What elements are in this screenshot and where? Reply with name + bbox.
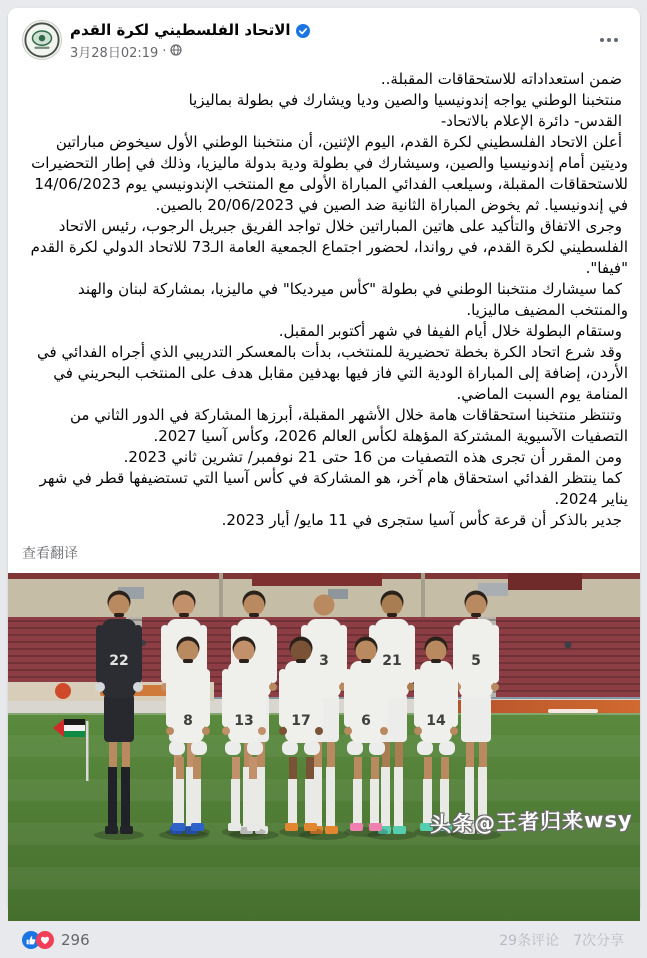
post-paragraph: كما ينتظر الفدائي استحقاق هام آخر، هو المشاركة في كأس آسيا التي تستضيفها قطر في شهر يناير 2024.	[39, 469, 628, 508]
comments-count[interactable]: 29条评论	[499, 933, 560, 949]
verified-badge-icon	[296, 23, 310, 37]
svg-text:6: 6	[361, 713, 371, 729]
watermark: 头条@王者归来wsy	[430, 807, 634, 837]
post-paragraph: القدس- دائرة الإعلام بالاتحاد-	[440, 112, 622, 130]
team-photo[interactable]	[8, 573, 640, 921]
svg-text:8: 8	[183, 713, 193, 729]
avatar[interactable]	[22, 20, 62, 60]
timestamp[interactable]: 3月28日02:19	[70, 46, 159, 61]
post-paragraph: وجرى الاتفاق والتأكيد على هاتين المباراتين خلال تواجد الفريق جبريل الرجوب، رئيس الاتحاد الفلسطيني لكرة القدم، في رواندا، لحضور اجتماع الجمعية العامة الـ73 للاتحاد الدولي لكرة القدم "فيفا".	[30, 217, 628, 277]
author-name[interactable]: الاتحاد الفلسطيني لكرة القدم	[70, 21, 291, 39]
globe-icon	[170, 44, 182, 60]
svg-text:17: 17	[291, 713, 311, 729]
post-paragraph: منتخبنا الوطني يواجه إندونيسيا والصين وديا ويشارك في بطولة بماليزيا	[188, 91, 622, 109]
post-paragraph: ضمن استعداداته للاستحقاقات المقبلة..	[380, 70, 622, 88]
see-translation-link[interactable]: 查看翻译	[22, 546, 78, 562]
post-paragraph: وتنتظر منتخبنا استحقاقات هامة خلال الأشهر المقبلة، أبرزها المشاركة في الدور الثاني من التصفيات الآسيوية المشتركة المؤهلة لكأس العالم 2026، وكأس آسيا 2027.	[69, 406, 628, 445]
pfa-logo-icon	[23, 21, 61, 59]
facebook-post-card	[8, 8, 640, 949]
svg-text:3: 3	[319, 653, 329, 669]
post-header	[8, 8, 640, 67]
svg-text:14: 14	[426, 713, 446, 729]
shares-count[interactable]: 7次分享	[573, 933, 624, 949]
post-paragraph: ومن المقرر أن تجرى هذه التصفيات من 16 حتى 21 نوفمبر/ تشرين ثاني 2023.	[123, 448, 622, 466]
svg-text:21: 21	[382, 653, 402, 669]
author-row	[70, 21, 592, 39]
svg-text:13: 13	[234, 713, 254, 729]
reaction-count[interactable]: 296	[61, 931, 90, 949]
timestamp-row	[70, 42, 592, 61]
post-text	[8, 67, 640, 531]
post-paragraph: وقد شرع اتحاد الكرة بخطة تحضيرية للمنتخب، بدأت بالمعسكر التدريبي الذي أجراه الفدائي في الأردن، إضافة إلى المباراة الودية التي فاز فيها بهدفين مقابل هدف على المنتخب البحريني في المنامة يوم السبت الماضي.	[37, 343, 628, 403]
post-paragraph: جدير بالذكر أن قرعة كأس آسيا ستجرى في 11 مايو/ أيار 2023.	[221, 511, 622, 529]
post-paragraph: أعلن الاتحاد الفلسطيني لكرة القدم، اليوم الإثنين، أن منتخبنا الوطني الأول سيخوض مباراتين وديتين أمام إندونيسيا والصين، وسيشارك في بطولة ودية بدولة ماليزيا، وذلك في إطار التحضيرات للاستحقاقات المقبلة، وسيلعب الفدائي المباراة الأولى مع المنتخب الإندونيسي يوم 14/06/2023 في إندونيسيا. ثم يخوض المباراة الثانية ضد الصين في 20/06/2023 بالصين.	[31, 133, 628, 214]
dot-separator: ·	[162, 44, 167, 59]
post-paragraph: وستقام البطولة خلال أيام الفيفا في شهر أكتوبر المقبل.	[278, 322, 622, 340]
svg-text:5: 5	[471, 653, 481, 669]
post-paragraph: كما سيشارك منتخبنا الوطني في بطولة "كأس ميرديكا" في ماليزيا، بمشاركة لبنان والهند والمنتخب المضيف ماليزيا.	[78, 280, 628, 319]
reaction-bar	[8, 921, 640, 958]
more-options-button[interactable]	[592, 26, 626, 54]
love-reaction-icon[interactable]	[36, 931, 54, 949]
svg-text:22: 22	[109, 653, 129, 669]
